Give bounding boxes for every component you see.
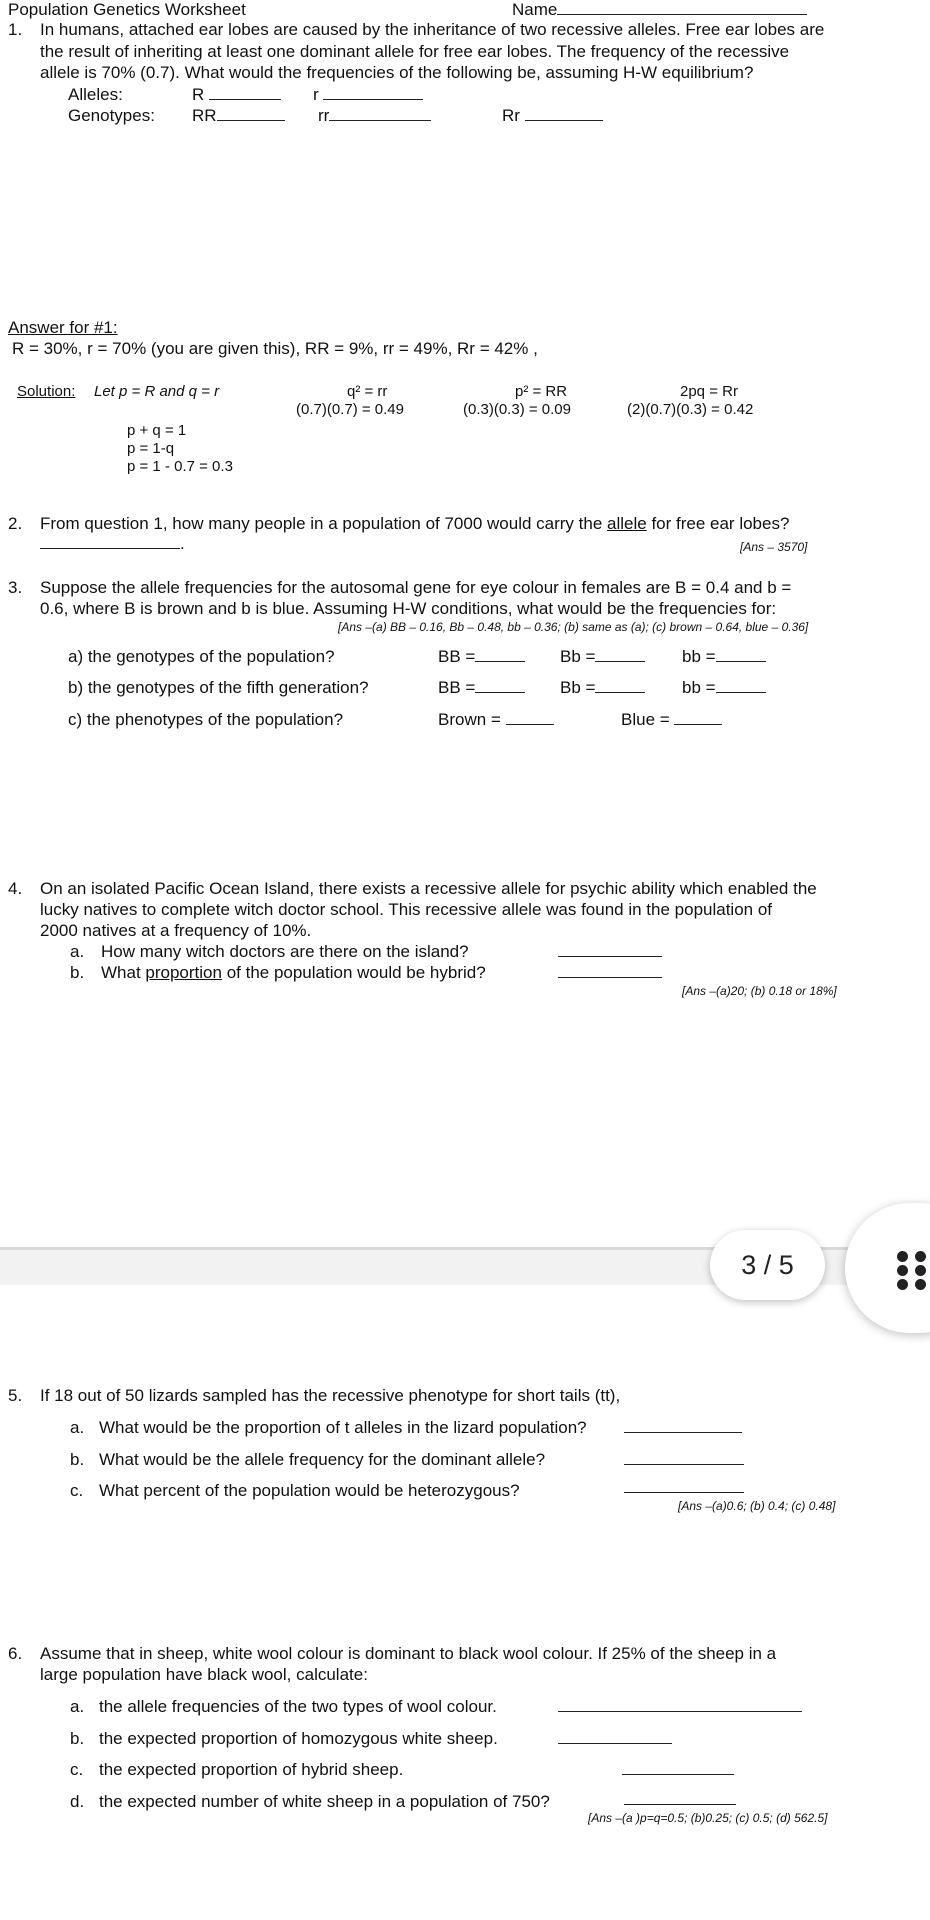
q4-b-label: b. xyxy=(70,963,85,982)
grid-dots-icon[interactable] xyxy=(897,1251,927,1289)
q2-value: (0.7)(0.7) = 0.49 xyxy=(296,401,404,418)
q6-d-label: d. xyxy=(70,1792,85,1811)
q6-line2: large population have black wool, calculate: xyxy=(40,1665,368,1684)
q2-number: 2. xyxy=(8,514,23,533)
q1-number: 1. xyxy=(8,20,23,39)
q4-b xyxy=(101,963,486,983)
q3-a-BB-blank xyxy=(475,648,525,662)
answer1-summary: R = 30%, r = 70% (you are given this), RR = 9%, rr = 49%, Rr = 42% , xyxy=(12,339,538,358)
q1-allele-r xyxy=(313,85,423,105)
q4-b-post: of the population would be hybrid? xyxy=(221,963,486,982)
q1-genotypes-label: Genotypes: xyxy=(68,106,155,125)
solution-label: Solution: xyxy=(17,383,76,400)
q3-a-bb xyxy=(682,647,766,667)
allele-R-text: R xyxy=(192,85,205,104)
q4-line3: 2000 natives at a frequency of 10%. xyxy=(40,921,312,940)
q3-a-BB-label: BB = xyxy=(438,647,476,666)
q1-geno-rr xyxy=(318,106,431,126)
solution-step3: p = 1 - 0.7 = 0.3 xyxy=(127,458,233,475)
q6-d-blank xyxy=(624,1790,736,1810)
q4-answer-key: [Ans –(a)20; (b) 0.18 or 18%] xyxy=(682,984,837,998)
name-label: Name xyxy=(512,0,558,19)
geno-RR-text: RR xyxy=(192,106,217,125)
q5-a: What would be the proportion of t alleles in the lizard population? xyxy=(99,1418,587,1437)
q2-text xyxy=(40,514,789,534)
q3-line1: Suppose the allele frequencies for the autosomal gene for eye colour in females are B = 0.4 and b = xyxy=(40,578,792,597)
q3-c-brown-label: Brown = xyxy=(438,710,501,729)
solution-let: Let p = R and q = r xyxy=(94,383,220,400)
q4-a: How many witch doctors are there on the island? xyxy=(101,942,469,961)
q5-b-blank xyxy=(624,1450,744,1470)
q3-number: 3. xyxy=(8,578,23,597)
q6-line1: Assume that in sheep, white wool colour is dominant to black wool colour. If 25% of the sheep in a xyxy=(40,1644,777,1663)
name-field xyxy=(512,0,807,20)
q4-a-label: a. xyxy=(70,942,85,961)
q3-line2: 0.6, where B is brown and b is blue. Assuming H-W conditions, what would be the frequencies for: xyxy=(40,599,777,618)
allele-r-blank xyxy=(323,86,423,100)
q3-b-Bb-label: Bb = xyxy=(560,678,596,697)
page-indicator xyxy=(710,1230,825,1300)
q4-b-proportion: proportion xyxy=(145,963,222,982)
q1-allele-R xyxy=(192,85,281,105)
q3-a-Bb xyxy=(560,647,645,667)
geno-RR-blank xyxy=(217,107,285,121)
geno-rr-text: rr xyxy=(318,106,330,125)
q1-line2: the result of inheriting at least one dominant allele for free ear lobes. The frequency of the recessive xyxy=(40,42,790,61)
geno-Rr-blank xyxy=(525,107,603,121)
q3-a-BB xyxy=(438,647,525,667)
q5-c-label: c. xyxy=(70,1481,84,1500)
q3-c: c) the phenotypes of the population? xyxy=(68,710,344,729)
q3-b-BB-blank xyxy=(475,679,525,693)
q4-line2: lucky natives to complete witch doctor school. This recessive allele was found in the population of xyxy=(40,900,773,919)
q5-b-label: b. xyxy=(70,1450,85,1469)
q6-a-blank xyxy=(558,1697,802,1717)
q4-a-blank-line xyxy=(558,943,662,957)
allele-R-blank xyxy=(209,86,281,100)
q4-b-pre: What xyxy=(101,963,146,982)
name-blank xyxy=(557,1,807,15)
q2-answer-key: [Ans – 3570] xyxy=(740,540,808,554)
q2-equation: q² = rr xyxy=(347,383,388,400)
q3-a: a) the genotypes of the population? xyxy=(68,647,335,666)
q5-number: 5. xyxy=(8,1386,23,1405)
q3-b-bb-blank xyxy=(716,679,766,693)
q4-b-blank-line xyxy=(558,964,662,978)
q6-d-blank-line xyxy=(624,1791,736,1805)
q6-c-blank-line xyxy=(622,1761,734,1775)
q3-c-brown xyxy=(438,710,554,730)
q5-c: What percent of the population would be heterozygous? xyxy=(99,1481,520,1500)
q3-b-bb-label: bb = xyxy=(682,678,716,697)
q3-b-BB xyxy=(438,678,525,698)
geno-rr-blank xyxy=(329,107,431,121)
q3-a-bb-blank xyxy=(716,648,766,662)
q6-b-blank-line xyxy=(558,1730,672,1744)
q5-answer-key: [Ans –(a)0.6; (b) 0.4; (c) 0.48] xyxy=(678,1499,836,1513)
pq-value: (2)(0.7)(0.3) = 0.42 xyxy=(627,401,754,418)
q3-c-brown-blank xyxy=(506,711,554,725)
q3-c-blue-label: Blue = xyxy=(621,710,670,729)
q2-answer-blank: . xyxy=(40,534,185,554)
q3-a-Bb-blank xyxy=(595,648,645,662)
q6-c: the expected proportion of hybrid sheep. xyxy=(99,1760,404,1779)
q5-line1: If 18 out of 50 lizards sampled has the recessive phenotype for short tails (tt), xyxy=(40,1386,621,1405)
q5-a-blank xyxy=(624,1418,742,1438)
solution-step2: p = 1-q xyxy=(127,440,175,457)
q2-text-post: for free ear lobes? xyxy=(646,514,790,533)
q3-b-bb xyxy=(682,678,766,698)
q6-d: the expected number of white sheep in a population of 750? xyxy=(99,1792,550,1811)
q5-b-blank-line xyxy=(624,1451,744,1465)
q6-a-blank-line xyxy=(558,1698,802,1712)
q4-line1: On an isolated Pacific Ocean Island, there exists a recessive allele for psychic ability which enabled the xyxy=(40,879,817,898)
q5-a-blank-line xyxy=(624,1419,742,1433)
title-text: Population Genetics Worksheet xyxy=(8,0,246,19)
q1-alleles-label: Alleles: xyxy=(68,85,123,104)
q6-answer-key: [Ans –(a )p=q=0.5; (b)0.25; (c) 0.5; (d) 562.5] xyxy=(588,1811,828,1825)
q6-a-label: a. xyxy=(70,1697,85,1716)
q6-b: the expected proportion of homozygous white sheep. xyxy=(99,1729,498,1748)
q3-answer-key: [Ans –(a) BB – 0.16, Bb – 0.48, bb – 0.36; (b) same as (a); (c) brown – 0.64, blue – 0.36] xyxy=(338,620,809,634)
solution-step1: p + q = 1 xyxy=(127,422,187,439)
q3-c-blue-blank xyxy=(674,711,722,725)
q4-b-blank xyxy=(558,963,662,983)
allele-r-text: r xyxy=(313,85,319,104)
q1-geno-Rr xyxy=(502,106,603,126)
page-indicator-text: 3 / 5 xyxy=(741,1250,794,1280)
geno-Rr-text: Rr xyxy=(502,106,520,125)
q1-geno-RR xyxy=(192,106,285,126)
q6-number: 6. xyxy=(8,1644,23,1663)
q1-line1: In humans, attached ear lobes are caused by the inheritance of two recessive alleles. Free ear lobes are xyxy=(40,20,825,39)
worksheet-title xyxy=(8,0,246,20)
answer1-heading: Answer for #1: xyxy=(8,318,118,337)
q2-text-pre: From question 1, how many people in a population of 7000 would carry the xyxy=(40,514,608,533)
q6-b-label: b. xyxy=(70,1729,85,1748)
q5-b: What would be the allele frequency for the dominant allele? xyxy=(99,1450,546,1469)
q5-c-blank-line xyxy=(624,1479,744,1493)
q6-a: the allele frequencies of the two types of wool colour. xyxy=(99,1697,497,1716)
q6-c-label: c. xyxy=(70,1760,84,1779)
q2-text-allele: allele xyxy=(607,514,647,533)
q3-b-Bb xyxy=(560,678,645,698)
q3-c-blue xyxy=(621,710,722,730)
p2-value: (0.3)(0.3) = 0.09 xyxy=(463,401,571,418)
q5-a-label: a. xyxy=(70,1418,85,1437)
q2-blank-line xyxy=(40,535,180,549)
q6-b-blank xyxy=(558,1729,672,1749)
p2-equation: p² = RR xyxy=(515,383,568,400)
q3-b: b) the genotypes of the fifth generation? xyxy=(68,678,369,697)
q1-line3: allele is 70% (0.7). What would the frequencies of the following be, assuming H-W equilibrium? xyxy=(40,63,754,82)
q3-b-Bb-blank xyxy=(595,679,645,693)
q4-number: 4. xyxy=(8,879,23,898)
q3-a-Bb-label: Bb = xyxy=(560,647,596,666)
q3-a-bb-label: bb = xyxy=(682,647,716,666)
q3-b-BB-label: BB = xyxy=(438,678,476,697)
pq-equation: 2pq = Rr xyxy=(680,383,738,400)
q5-c-blank xyxy=(624,1478,744,1498)
q4-a-blank xyxy=(558,942,662,962)
q6-c-blank xyxy=(622,1760,734,1780)
